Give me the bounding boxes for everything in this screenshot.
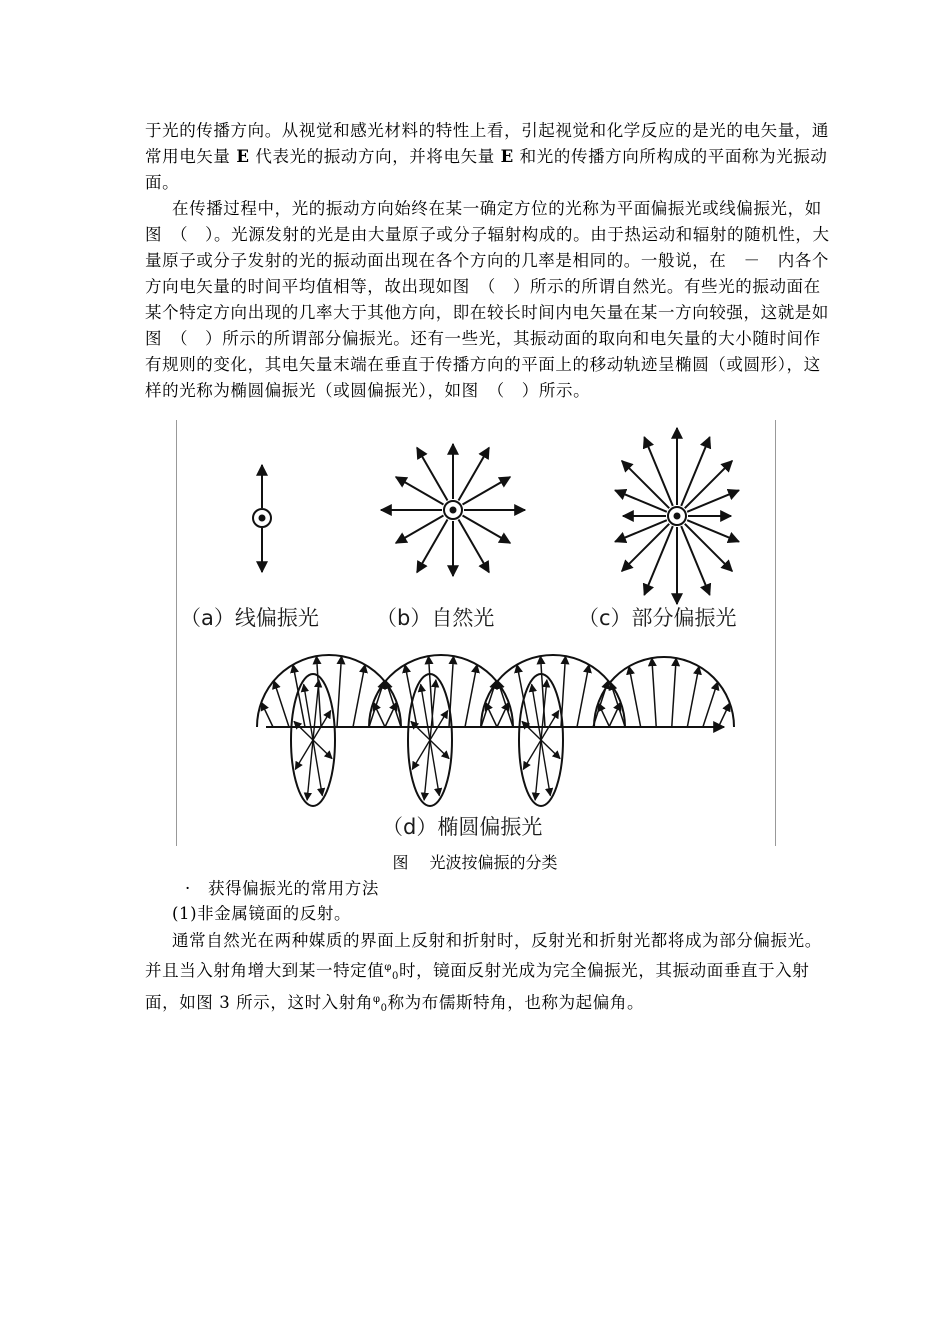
paragraph1-line2: 常用电矢量 E 代表光的振动方向，并将电矢量 E 和光的传播方向所构成的平面称为光振动 — [145, 147, 828, 166]
vector-arrow — [274, 681, 289, 727]
vector-arrow — [687, 490, 739, 511]
diagram-elliptical-polarization — [257, 655, 734, 806]
paragraph2-line2: 图 （ ）。光源发射的光是由大量原子或分子辐射构成的。由于热运动和辐射的随机性，大 — [145, 225, 830, 244]
paragraph2-line6: 图 （ ）所示的所谓部分偏振光。还有一些光，其振动面的取向和电矢量的大小随时间作 — [145, 329, 821, 348]
center-dot — [451, 508, 456, 513]
label-a: （a）线偏振光 — [180, 606, 319, 630]
vector-arrow — [652, 658, 656, 727]
diagram-natural-light — [381, 444, 525, 576]
vector-arrow — [293, 665, 305, 727]
vector-arrow — [681, 437, 709, 506]
section-line2: 并且当入射角增大到某一特定值$^\varphi$0时，镜面反射光成为完全偏振光，其振动面垂直于入射 — [145, 961, 810, 982]
label-c: （c）部分偏振光 — [578, 606, 737, 630]
paragraph1-line3: 面。 — [145, 173, 180, 192]
vector-arrow — [517, 665, 529, 727]
section-line3: 面，如图 3 所示，这时入射角$^\varphi$0称为布儒斯特角，也称为起偏角。 — [145, 993, 645, 1014]
vector-arrow — [703, 682, 718, 727]
vector-arrow — [465, 665, 477, 727]
vector-arrow — [622, 524, 669, 571]
vector-arrow — [577, 665, 589, 727]
vector-arrow — [629, 666, 641, 727]
vector-arrow — [685, 461, 732, 508]
paragraph1-line1: 于光的传播方向。从视觉和感光材料的特性上看，引起视觉和化学反应的是光的电矢量，通 — [145, 121, 829, 140]
section-subheading: (1)非金属镜面的反射。 — [172, 904, 352, 923]
label-b: （b）自然光 — [376, 606, 495, 630]
vector-arrow — [672, 658, 676, 727]
paragraph2-line4: 方向电矢量的时间平均值相等，故出现如图 （ ）所示的所谓自然光。有些光的振动面在 — [145, 277, 821, 296]
vector-arrow — [687, 666, 699, 727]
diagram-partial-polarization — [615, 428, 739, 604]
polarization-figure — [176, 420, 776, 846]
vector-arrow — [687, 520, 739, 541]
section-heading-line — [185, 878, 847, 900]
center-dot — [675, 514, 680, 519]
diagram-linear-polarization — [253, 465, 271, 572]
vector-arrow — [373, 702, 385, 727]
vector-arrow — [615, 490, 667, 511]
vector-arrow — [598, 703, 609, 727]
vector-arrow — [644, 437, 672, 506]
paragraph2-line3: 量原子或分子发射的光的振动面出现在各个方向的几率是相同的。一般说，在 － 内各个 — [145, 251, 829, 270]
vector-arrow — [644, 526, 672, 595]
paragraph2-line8: 样的光称为椭圆偏振光（或圆偏振光），如图 （ ）所示。 — [145, 381, 591, 400]
vector-arrow — [261, 702, 273, 727]
bullet: · — [185, 879, 191, 898]
figure-caption: 图 光波按偏振的分类 — [392, 853, 558, 872]
vector-arrow — [718, 703, 729, 727]
paragraph2-line5: 某个特定方向出现的几率大于其他方向，即在较长时间内电矢量在某一方向较强，这就是如 — [145, 303, 829, 322]
vector-arrow — [622, 461, 669, 508]
section-line1: 通常自然光在两种媒质的界面上反射和折射时，反射光和折射光都将成为部分偏振光。 — [172, 931, 822, 950]
paragraph2-line1: 在传播过程中，光的振动方向始终在某一确定方位的光称为平面偏振光或线偏振光，如 — [172, 199, 822, 218]
vector-arrow — [353, 665, 365, 727]
vector-arrow — [615, 520, 667, 541]
vector-arrow — [681, 526, 709, 595]
vector-arrow — [337, 656, 342, 727]
section-heading: 获得偏振光的常用方法 — [207, 879, 379, 898]
vector-arrow — [405, 665, 417, 727]
paragraph2-line7: 有规则的变化，其电矢量末端在垂直于传播方向的平面上的移动轨迹呈椭圆（或圆形），这 — [145, 355, 821, 374]
label-d: （d）椭圆偏振光 — [382, 815, 543, 839]
vector-arrow — [485, 702, 497, 727]
vector-arrow — [685, 524, 732, 571]
